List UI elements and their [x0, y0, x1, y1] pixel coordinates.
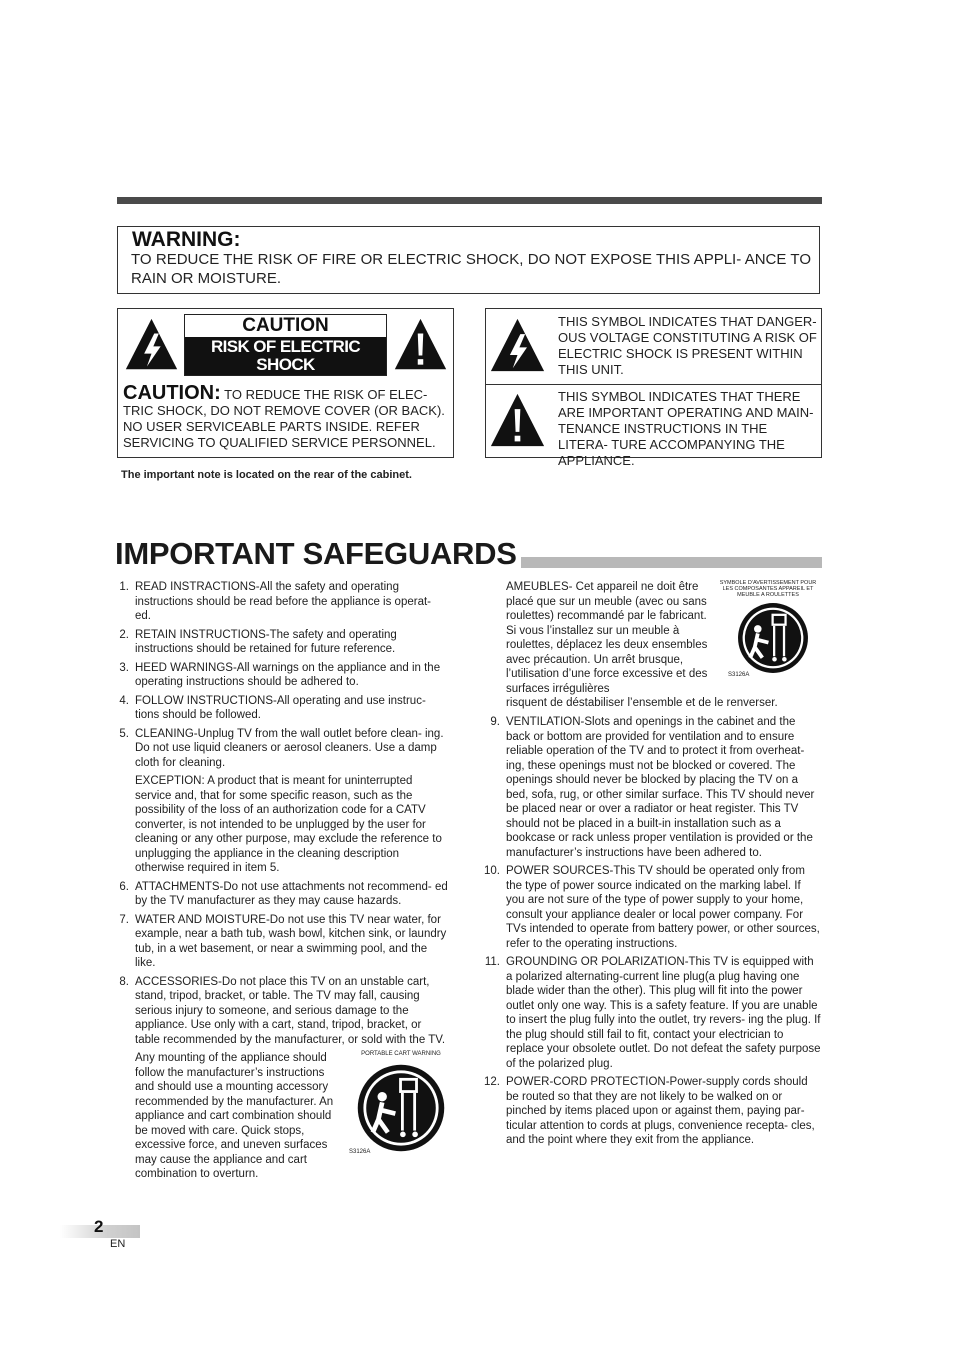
french-text: AMEUBLES- Cet appareil ne doit être placé que sur un meuble (avec ou sans roulettes) recommandé par le fabricant. Si vous l’installez sur un meuble à roulettes, déplacez les deux ensembles avec précaution. Un arrêt brusque, l’utilisation d’une force excessive et des surfaces irrégulières: [506, 581, 708, 695]
french-tip-over-cart-icon: [734, 600, 812, 676]
symbols-divider: [486, 384, 821, 385]
safeguard-item: [114, 661, 448, 690]
safeguard-item: [114, 727, 448, 771]
item-number: 6.: [119, 880, 129, 893]
safeguards-left-column: [114, 580, 448, 1186]
lightning-symbol-icon: [489, 317, 546, 374]
item-text: CLEANING-Unplug TV from the wall outlet before clean- ing. Do not use liquid cleaners or aerosol cleaners. Use a damp cloth for cleaning.: [135, 727, 444, 769]
caution-label: [184, 314, 387, 392]
exception-text: EXCEPTION: A product that is meant for uninterrupted service and, that for some specific reason, such as the possibility of the loss of an authorization code for a CATV converter, is not intended to be unplugged by the user for cleaning or any other purpose, may exclude the reference to unplugging the appliance in the cleaning description otherwise required in item 5.: [135, 775, 442, 874]
item-number: 12.: [484, 1076, 500, 1088]
safeguard-item: [114, 628, 448, 657]
cart-warning-figure: [349, 1051, 453, 1182]
safeguard-item: [114, 913, 448, 971]
mounting-paragraph: [114, 1051, 448, 1182]
safeguard-item: [114, 975, 448, 1048]
item-number: 10.: [484, 865, 500, 877]
page-number: 2: [94, 1217, 104, 1236]
item-text: GROUNDING OR POLARIZATION-This TV is equipped with a polarized alternating-current line plug(a plug having one blade wider than the other). This plug will fit into the power outlet only one way. This is a safety feature. If you are unable to insert the plug fully into the outlet, try revers- ing the plug. If the plug should still fail to fit, contact your electrician to replace your obsolete outlet. Do not defeat the safety purpose of the polarized plug.: [506, 956, 821, 1070]
safeguard-item: [483, 1075, 822, 1148]
item-number: 5.: [119, 727, 129, 740]
item-text: FOLLOW INSTRUCTIONS-All operating and use instruc- tions should be followed.: [135, 694, 426, 721]
tip-over-cart-icon: [353, 1061, 449, 1155]
lightning-warning-icon: [124, 317, 179, 372]
exception-paragraph: [114, 774, 448, 876]
item-number: 7.: [119, 913, 129, 926]
french-label: SYMBOLE D’AVERTISSEMENT POUR LES COMPOSANTES APPAREIL ET MEUBLE A ROULETTES: [719, 580, 817, 598]
warning-title: WARNING:: [132, 228, 241, 251]
page-language: EN: [110, 1238, 126, 1250]
item-number: 11.: [484, 956, 500, 968]
cart-warning-label: PORTABLE CART WARNING: [361, 1051, 441, 1057]
item-text: HEED WARNINGS-All warnings on the appliance and in the operating instructions should be adhered to.: [135, 661, 441, 688]
safeguards-right-column: [483, 715, 822, 1152]
exclamation-warning-icon: [393, 317, 448, 372]
caution-body: TO REDUCE THE RISK OF ELEC- TRIC SHOCK, DO NOT REMOVE COVER (OR BACK). NO USER SERVICEABLE PARTS INSIDE. REFER SERVICING TO QUALIFIED SERVICE PERSONNEL.: [123, 387, 445, 450]
safeguard-item: [483, 715, 822, 860]
item-text: ACCESSORIES-Do not place this TV on an unstable cart, stand, tripod, bracket, or table. The TV may fall, causing serious injury to someone, and serious damage to the appliance. Use only with a cart, stand, tripod, bracket, or table recommended by the manufacturer, or sold with the TV.: [135, 975, 446, 1046]
exclamation-symbol-icon: [489, 392, 546, 449]
safeguard-item: [114, 580, 448, 624]
item-number: 1.: [119, 581, 129, 593]
safeguard-item: [483, 864, 822, 951]
rear-cabinet-note: The important note is located on the rear of the cabinet.: [121, 469, 412, 481]
caution-label-title: CAUTION: [185, 315, 386, 337]
item-text: RETAIN INSTRUCTIONS-The safety and operating instructions should be retained for future reference.: [135, 628, 397, 655]
safeguard-item: [114, 694, 448, 723]
mounting-text: Any mounting of the appliance should follow the manufacturer’s instructions and should use a mounting accessory recommended by the manufacturer. An appliance and cart combination should be moved with care. Quick stops, excessive force, and uneven surfaces may cause the appliance and cart combination to overturn.: [135, 1052, 334, 1180]
french-paragraph: [506, 580, 822, 711]
safeguard-item: [114, 880, 448, 909]
attention-symbol-text: THIS SYMBOL INDICATES THAT THERE ARE IMPORTANT OPERATING AND MAIN- TENANCE INSTRUCTIONS IN THE LITERA- TURE ACCOMPANYING THE APPLIANCE.: [558, 389, 814, 468]
caution-lead: CAUTION:: [123, 382, 221, 404]
safeguards-title: IMPORTANT SAFEGUARDS: [115, 535, 521, 573]
voltage-symbol-text: THIS SYMBOL INDICATES THAT DANGER- OUS VOLTAGE CONSTITUTING A RISK OF ELECTRIC SHOCK IS PRESENT WITHIN THIS UNIT.: [558, 314, 817, 377]
item-text: POWER-CORD PROTECTION-Power-supply cords should be routed so that they are not likely to be walked on or pinched by items placed upon or against them, paying par- ticular attention to cords at plugs, convenience recepta- cles, and the point where they exit from the appliance.: [506, 1076, 815, 1146]
safeguard-item: [483, 955, 822, 1071]
caution-box: [117, 308, 454, 458]
top-rule: [117, 197, 822, 204]
item-number: 3.: [119, 661, 129, 674]
caution-label-line2: DO NOT OPEN: [229, 373, 342, 392]
warning-box: [117, 226, 820, 294]
item-number: 9.: [490, 716, 500, 728]
item-number: 4.: [119, 694, 129, 707]
cart-code: S3126A: [349, 1149, 371, 1155]
french-text-end: risquent de déstabiliser l’ensemble et de le renverser.: [506, 697, 778, 709]
french-warning-figure: [714, 580, 822, 696]
item-text: WATER AND MOISTURE-Do not use this TV near water, for example, near a bath tub, wash bowl, kitchen sink, or laundry tub, in a wet basement, or near a swimming pool, and the like.: [135, 913, 447, 969]
item-number: 8.: [119, 975, 129, 988]
caution-label-risk: [185, 337, 386, 392]
symbols-box: [485, 308, 822, 468]
french-code: S3126A: [728, 672, 750, 678]
item-number: 2.: [119, 628, 129, 641]
item-text: READ INSTRACTIONS-All the safety and operating instructions should be read before the appliance is operat- ed.: [135, 581, 431, 622]
warning-text: TO REDUCE THE RISK OF FIRE OR ELECTRIC SHOCK, DO NOT EXPOSE THIS APPLI- ANCE TO RAIN OR MOISTURE.: [131, 251, 811, 287]
caution-label-line1: RISK OF ELECTRIC SHOCK: [210, 337, 361, 374]
item-text: POWER SOURCES-This TV should be operated only from the type of power source indicated on the marking label. If you are not sure of the type of power supply to your home, consult your appliance dealer or local power company. For TVs intended to operate from battery power, or other sources, refer to the operating instructions.: [506, 865, 820, 950]
item-text: VENTILATION-Slots and openings in the cabinet and the back or bottom are provided for ventilation and to ensure reliable operation of the TV and to protect it from overheat- ing, these openings must not be blocked or covered. The openings should never be blocked by placing the TV on a bed, sofa, rug, or other similar surface. This TV should never be placed near or over a radiator or heat register. This TV should not be placed in a built-in installation such as a bookcase or rack unless proper ventilation is provided or the manufacturer’s instructions have been adhered to.: [506, 716, 815, 859]
item-text: ATTACHMENTS-Do not use attachments not recommend- ed by the TV manufacturer as they may cause hazards.: [135, 880, 448, 907]
